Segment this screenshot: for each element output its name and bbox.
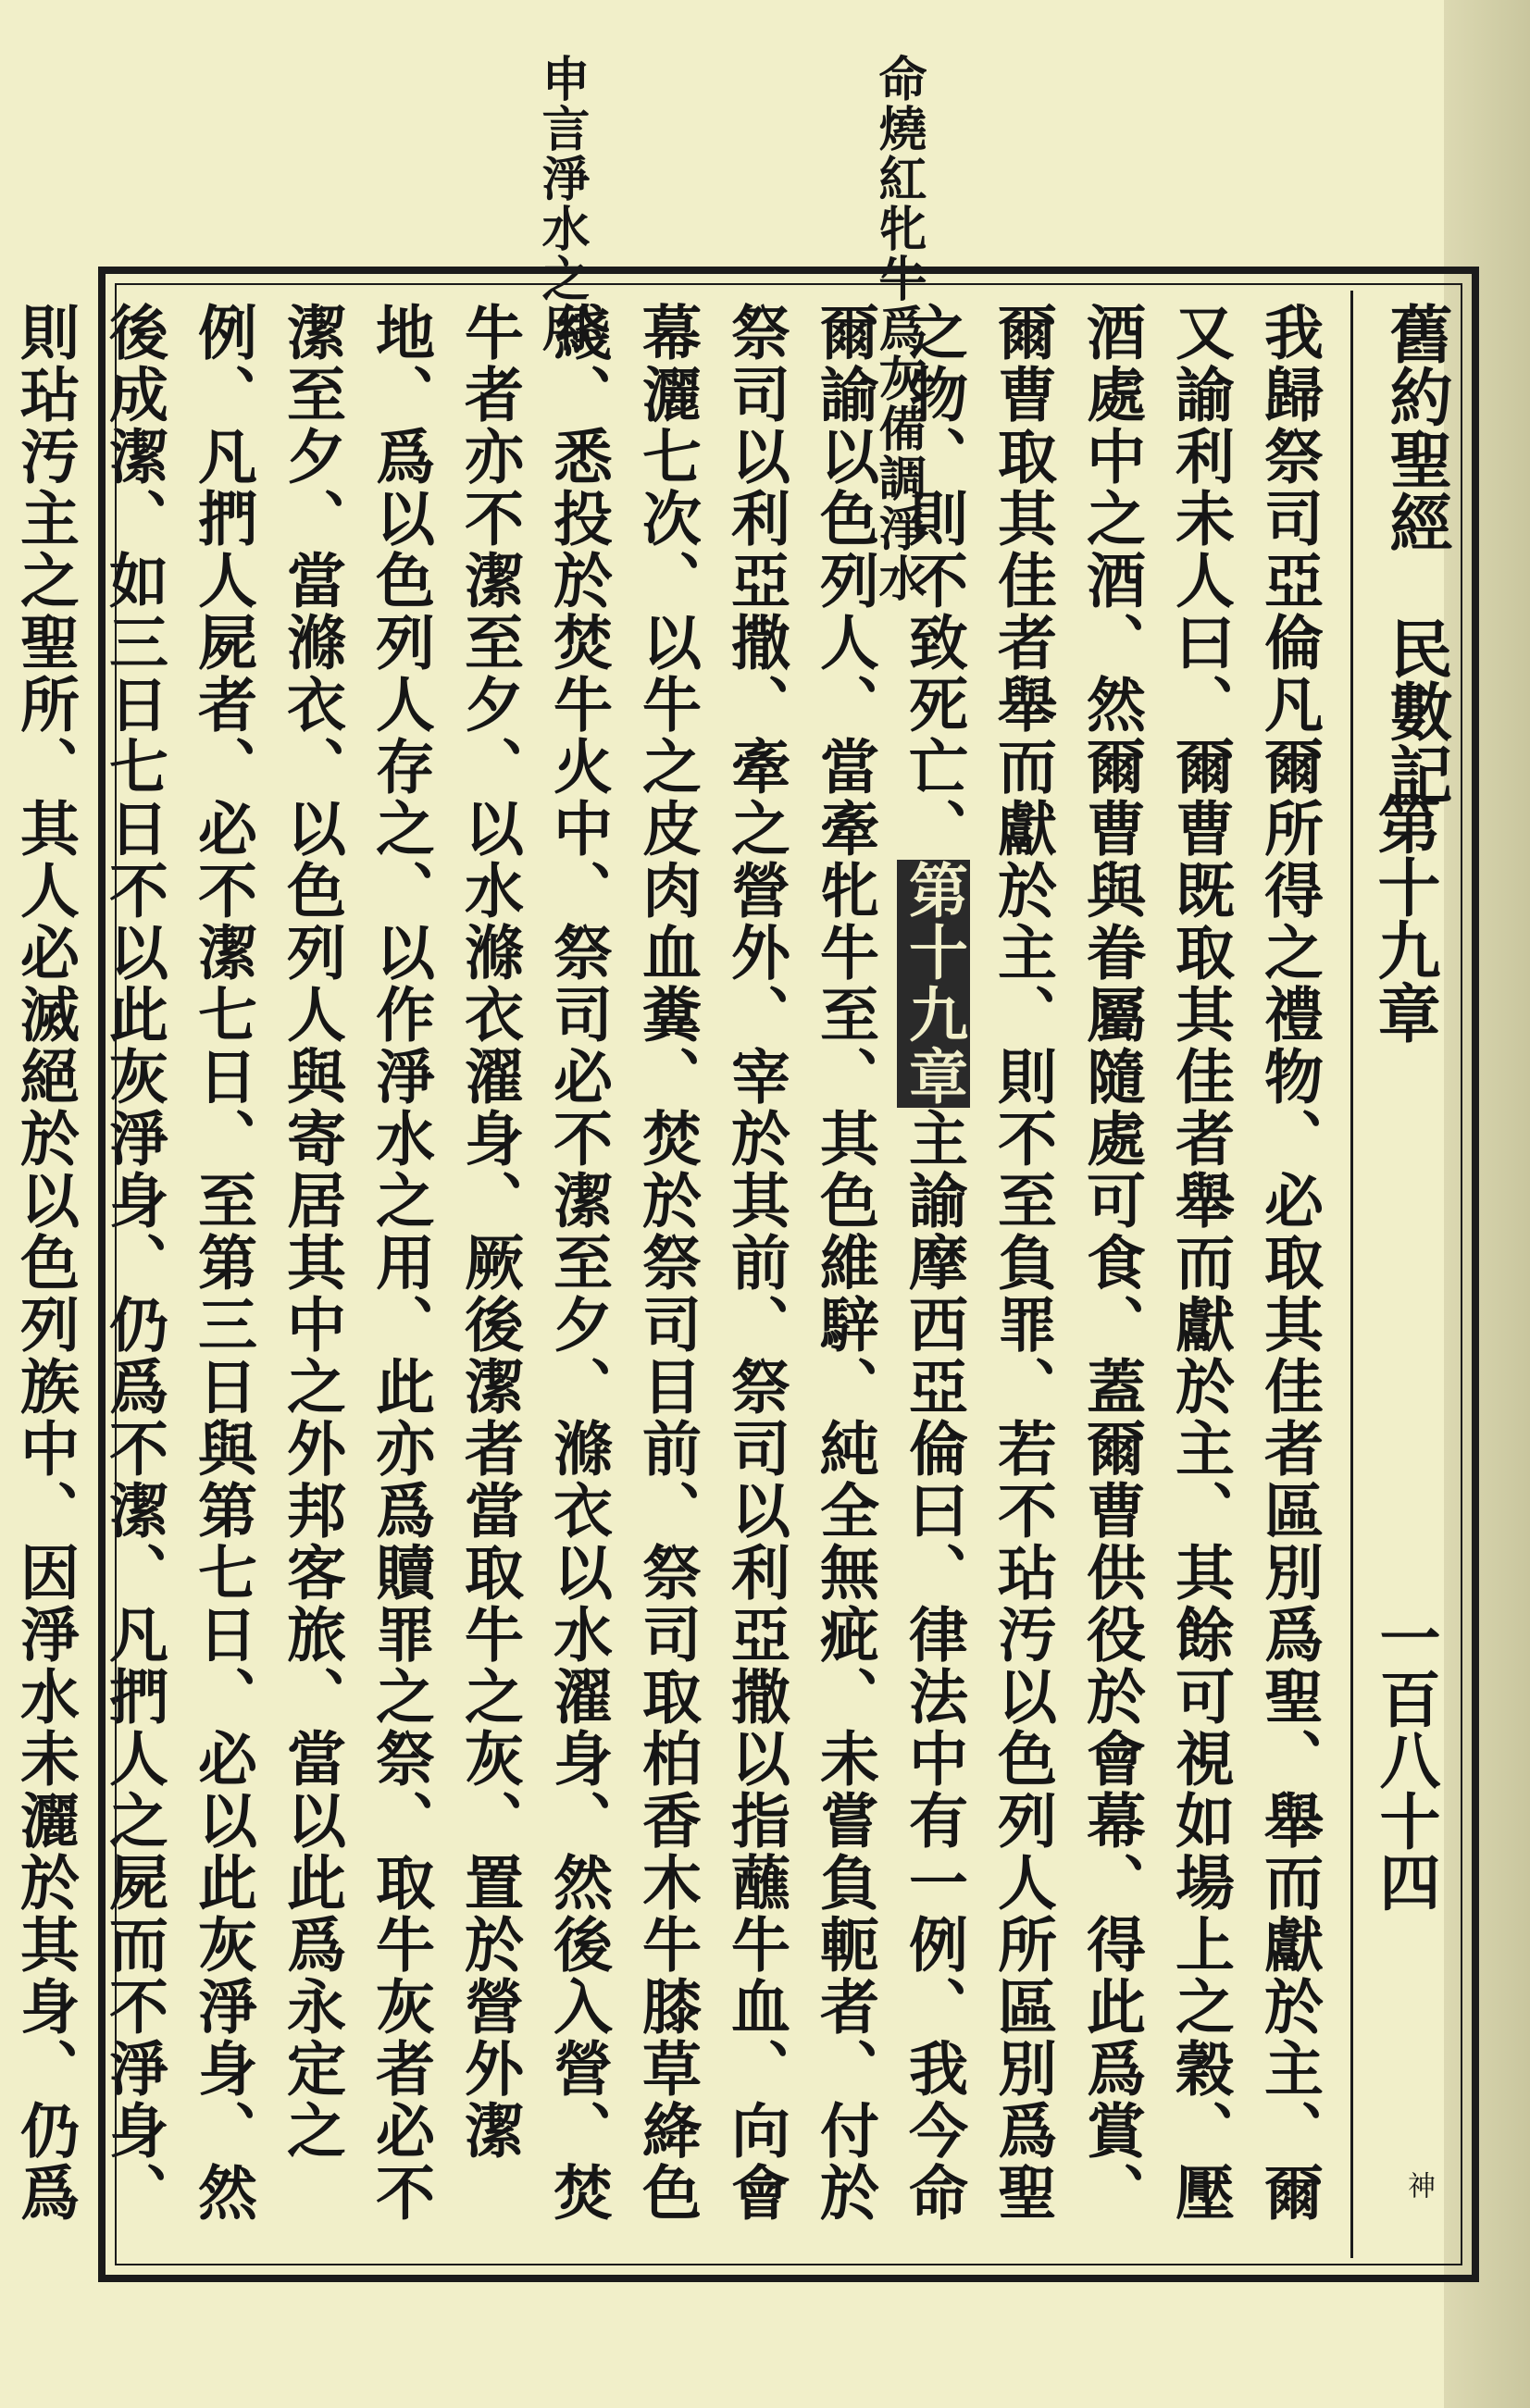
- page-number: 一百八十四: [1369, 1607, 1441, 1912]
- publisher-mark: 神: [1402, 2171, 1435, 2199]
- header-column: [1350, 291, 1455, 2258]
- chapter-heading: 第十九章: [899, 860, 968, 1108]
- paragraph-2: 主諭摩西亞倫曰、律法中有一例、我今命爾諭以色列人、當牽牝牛至、其色維騂、純全無疵、未嘗負軛者、付於祭司以利亞撒、牽之營外、宰於其前、祭司以利亞撒以指蘸牛血、向會幕灑七次、以牛之皮肉血糞、焚於祭司目前、祭司取柏香木牛膝草絳色綫、悉投於焚牛火中、祭司必不潔至夕、滌衣以水濯身、然後入營、焚牛者亦不潔至夕、以水滌衣濯身、厥後潔者當取牛之灰、置於營外潔地、爲以色列人存之、以作淨水之用、此亦爲贖罪之祭、取牛灰者必不潔至夕、當滌衣、以色列人與寄居其中之外邦客旅、當以此爲永定之例、凡捫人屍者、必不潔七日、至第三日與第七日、必以此灰淨身、然後成潔、如三日七日不以此灰淨身、仍爲不潔、凡捫人之屍而不淨身、則玷汚主之聖所、其人必滅絕於以色列族中、因淨水未灑於其身、仍爲: [10, 302, 968, 2224]
- side-note-2: 申言淨水之用: [533, 54, 590, 354]
- scripture-text: [10, 302, 1333, 2264]
- paragraph-1: 我歸祭司亞倫凡爾所得之禮物、必取其佳者區別爲聖、舉而獻於主、爾又諭利未人曰、爾曹既取其佳者舉而獻於主、其餘可視如場上之穀、壓酒處中之酒、然爾曹與眷屬隨處可食、蓋爾曹供役於會幕、得此爲賞、爾曹取其佳者舉而獻於主、則不至負罪、若不玷汚以色列人所區別爲聖之物、則不致死亡、: [899, 302, 1324, 2224]
- chapter-reference: 第十九章: [1367, 792, 1441, 1044]
- text-frame: [10, 267, 1479, 2282]
- book-title: 舊約聖經 民數記: [1379, 302, 1453, 805]
- side-note-1: 命燒紅牝牛爲灰備調淨水: [870, 54, 927, 603]
